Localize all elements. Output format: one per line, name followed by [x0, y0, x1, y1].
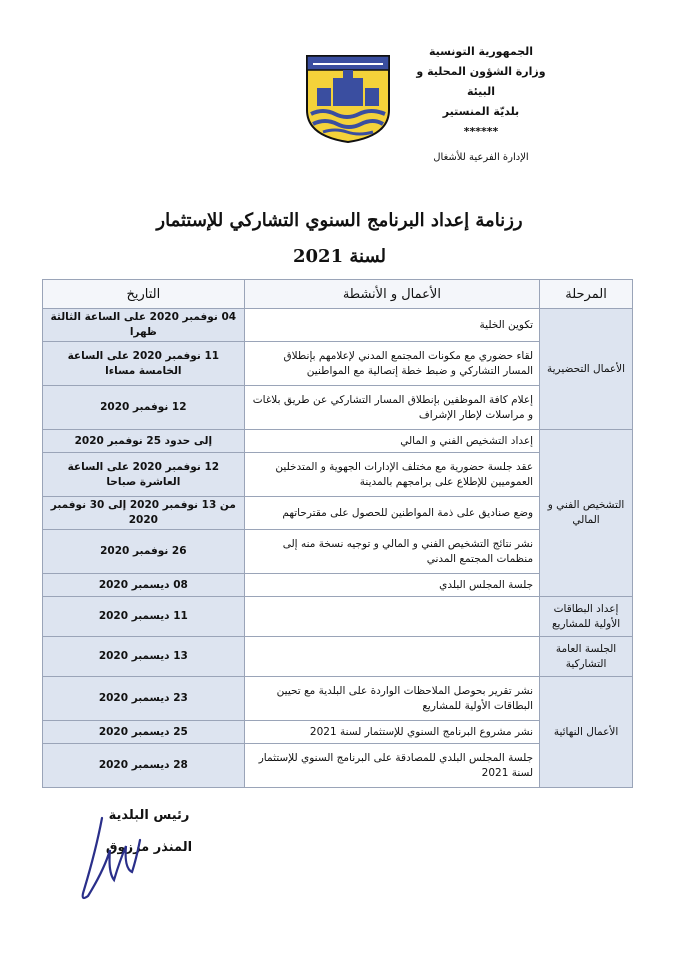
date-cell: من 13 نوفمبر 2020 إلى 30 نوفمبر 2020: [43, 497, 245, 530]
activity-cell: [244, 637, 539, 677]
date-cell: إلى حدود 25 نوفمبر 2020: [43, 430, 245, 453]
activity-cell: وضع صناديق على ذمة المواطنين للحصول على مقترحاتهم: [244, 497, 539, 530]
header-activities: الأعمال و الأنشطة: [244, 280, 539, 309]
header-country: الجمهورية التونسية: [428, 45, 534, 58]
date-cell: 28 ديسمبر 2020: [43, 744, 245, 788]
phase-cell: التشخيص الفني و المالي: [540, 430, 633, 597]
phase-cell: الأعمال النهائية: [540, 677, 633, 788]
activity-cell: لقاء حضوري مع مكونات المجتمع المدني لإعلامهم بإنطلاق المسار التشاركي و ضبط خطة إتصالية مع المواطنين: [244, 342, 539, 386]
table-header-row: [43, 280, 633, 309]
header-date: التاريخ: [43, 280, 245, 309]
table-row: [43, 677, 633, 721]
schedule-table: [42, 279, 633, 788]
handwritten-signature-icon: [74, 810, 144, 910]
table-row: [43, 637, 633, 677]
date-cell: 11 ديسمبر 2020: [43, 597, 245, 637]
date-cell: 12 نوفمبر 2020: [43, 386, 245, 430]
municipality-logo-icon: [303, 52, 393, 144]
table-row: [43, 430, 633, 453]
activity-cell: تكوين الخلية: [244, 309, 539, 342]
signature-role: رئيس البلدية: [108, 808, 190, 823]
header-municipality: بلديّة المنستير: [442, 105, 520, 118]
activity-cell: نشر مشروع البرنامج السنوي للإستثمار لسنة 2021: [244, 721, 539, 744]
table-row: [43, 597, 633, 637]
activity-cell: نشر نتائج التشخيص الفني و المالي و توجيه نسخة منه إلى منظمات المجتمع المدني: [244, 530, 539, 574]
activity-cell: جلسة المجلس البلدي: [244, 574, 539, 597]
activity-cell: جلسة المجلس البلدي للمصادقة على البرنامج السنوي للإستثمار لسنة 2021: [244, 744, 539, 788]
activity-cell: نشر تقرير بحوصل الملاحظات الواردة على البلدية مع تحيين البطاقات الأولية للمشاريع: [244, 677, 539, 721]
table-row: [43, 309, 633, 342]
header-block: [401, 42, 561, 168]
date-cell: 12 نوفمبر 2020 على الساعة العاشرة صباحا: [43, 453, 245, 497]
page-subtitle: لسنة 2021: [293, 246, 386, 267]
activity-cell: إعلام كافة الموظفين بإنطلاق المسار التشاركي عن طريق بلاغات و مراسلات لإطار الإشراف: [244, 386, 539, 430]
phase-cell: إعداد البطاقات الأولية للمشاريع: [540, 597, 633, 637]
header-phase: المرحلة: [540, 280, 633, 309]
date-cell: 13 ديسمبر 2020: [43, 637, 245, 677]
page-title: رزنامة إعداد البرنامج السنوي التشاركي للإستثمار: [156, 210, 523, 231]
date-cell: 08 ديسمبر 2020: [43, 574, 245, 597]
header-department: الإدارة الفرعية للأشغال: [433, 152, 529, 163]
signature-name: المنذر مرزوق: [105, 840, 193, 855]
date-cell: 26 نوفمبر 2020: [43, 530, 245, 574]
date-cell: 11 نوفمبر 2020 على الساعة الخامسة مساءا: [43, 342, 245, 386]
activity-cell: إعداد التشخيص الفني و المالي: [244, 430, 539, 453]
date-cell: 23 ديسمبر 2020: [43, 677, 245, 721]
date-cell: 25 ديسمبر 2020: [43, 721, 245, 744]
phase-cell: الجلسة العامة التشاركية: [540, 637, 633, 677]
phase-cell: الأعمال التحضيرية: [540, 309, 633, 430]
activity-cell: [244, 597, 539, 637]
header-stars: ******: [463, 125, 499, 138]
header-ministry: وزارة الشؤون المحلية و البيئة: [416, 65, 546, 98]
activity-cell: عقد جلسة حضورية مع مختلف الإدارات الجهوية و المتدخلين العموميين للإطلاع على برامجهم بالمدينة: [244, 453, 539, 497]
date-cell: 04 نوفمبر 2020 على الساعة الثالثة ظهرا: [43, 309, 245, 342]
